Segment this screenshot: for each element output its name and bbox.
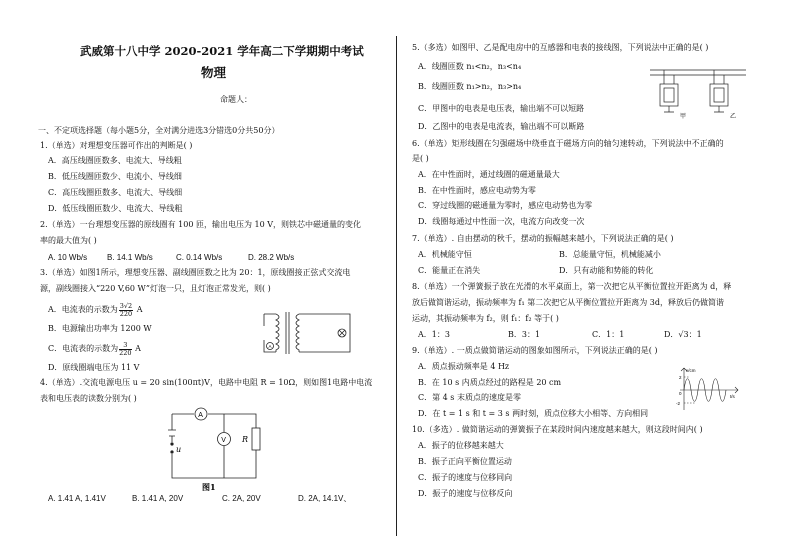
q3-stem-line2: 源，副线圈接入“220 V,60 W”灯泡一只，且灯泡正常发光，则( )	[40, 284, 271, 293]
q3-option-a-fraction: $\frac{3√2}{220}$	[119, 301, 133, 318]
q6-option-b: B．在中性面时，感应电动势为零	[418, 186, 536, 195]
q1-option-a: A．高压线圈匝数多、电流大、导线粗	[48, 156, 182, 165]
section-heading: 一、不定项选择题（每小题5分，全对满分进选3分错选0分共50分）	[38, 126, 280, 135]
q5-label-jia: 甲	[680, 113, 687, 120]
q9-origin-label: 0	[679, 391, 682, 396]
q4-option-d: D. 2A, 14.1V、	[298, 494, 352, 503]
exam-title: 武威第十八中学 2020-2021 学年高二下学期期中考试	[80, 44, 364, 58]
q1-stem: 1.（单选）对理想变压器可作出的判断是( )	[40, 141, 193, 150]
q1-option-d: D．低压线圈匝数少、电流大、导线粗	[48, 204, 183, 213]
q2-option-d: D. 28.2 Wb/s	[248, 253, 295, 262]
column-divider	[396, 36, 397, 536]
q4-option-a: A. 1.41 A, 1.41V	[48, 494, 106, 503]
q8-stem-line1: 8.（单选）一个弹簧振子放在光滑的水平桌面上，第一次把它从平衡位置拉开距离为 d，释	[412, 282, 732, 291]
q4-source-label: u	[176, 445, 182, 454]
q3-stem-line1: 3.（单选）如图1所示，理想变压器、副线圈匝数之比为 20：1，原线圈接正弦式交流电	[40, 268, 351, 277]
q5-stem: 5.（多选）如图甲、乙是配电房中的互感器和电表的接线图，下列说法中正确的是( )	[412, 43, 709, 52]
q7-option-c: C．能量正在消失	[418, 266, 481, 275]
q9-oscillation-graph	[676, 366, 742, 414]
q9-y-max-label: 2	[679, 375, 682, 380]
q9-option-a: A．质点振动频率是 4 Hz	[418, 362, 510, 371]
q8-option-a: A．1：3	[418, 330, 450, 339]
q9-y-min-label: -2	[676, 401, 681, 406]
q5-option-b: B．线圈匝数 n₁>n₂，n₃>n₄	[418, 82, 522, 91]
q8-stem-line2: 放后做简谐运动，振动频率为 f₁ 第二次把它从平衡位置拉开距离为 3d，释放后仍做简谐	[412, 298, 725, 307]
q2-stem-line1: 2.（单选）一台理想变压器的原线圈有 100 匝，输出电压为 10 V，则铁芯中磁通量的变化	[40, 220, 362, 229]
q3-option-b: B．电源输出功率为 1200 W	[48, 324, 152, 333]
q4-ammeter-label: A	[198, 411, 203, 419]
q4-stem-line1: 4.（单选）.交流电源电压 u = 20 sin(100πt)V，电路中电阻 R = 10Ω，则如图1电路中电流	[40, 378, 373, 387]
q3-option-c: C．电流表的示数为 $\frac{3}{220}$ A	[48, 340, 141, 357]
q4-resistor-label: R	[242, 435, 249, 444]
q5-option-d: D．乙图中的电表是电流表，输出端不可以断路	[418, 122, 585, 131]
q1-option-b: B．低压线圈匝数少、电流小、导线细	[48, 172, 182, 181]
q3-option-d: D．原线圈端电压为 11 V	[48, 363, 140, 372]
q10-option-a: A．振子的位移越来越大	[418, 441, 504, 450]
q3-ammeter-label: A	[268, 344, 272, 349]
q4-figure-caption: 图1	[202, 482, 216, 492]
q5-option-a: A．线圈匝数 n₁<n₂，n₃<n₄	[418, 62, 522, 71]
q7-option-a: A．机械能守恒	[418, 250, 472, 259]
q8-option-d: D．√3：1	[664, 330, 702, 339]
q3-transformer-figure	[258, 308, 358, 358]
q2-option-b: B. 14.1 Wb/s	[107, 253, 153, 262]
q6-option-a: A．在中性面时，通过线圈的磁通量最大	[418, 170, 560, 179]
q7-stem: 7.（单选）. 自由摆动的秋千，摆动的振幅越来越小，下列说法正确的是( )	[412, 234, 674, 243]
q8-option-b: B．3：1	[508, 330, 541, 339]
q3-option-c-fraction: $\frac{3}{220}$	[119, 340, 132, 357]
q5-transformer-figure	[648, 64, 748, 120]
author-label: 命题人：	[220, 95, 252, 104]
q10-option-d: D．振子的速度与位移反向	[418, 489, 513, 498]
q3-option-a: A．电流表的示数为 $\frac{3√2}{220}$ A	[48, 301, 143, 318]
q4-option-c: C. 2A, 20V	[222, 494, 261, 503]
q9-y-axis-label: x/cm	[686, 368, 696, 373]
q9-stem: 9.（单选）. 一质点做简谐运动的图象如图所示，下列说法正确的是( )	[412, 346, 658, 355]
q6-stem-line1: 6.（单选）矩形线圈在匀强磁场中绕垂直于磁场方向的轴匀速转动，下列说法中不正确的	[412, 139, 724, 148]
q6-option-d: D．线圈每通过中性面一次，电流方向改变一次	[418, 217, 585, 226]
q10-stem: 10.（多选）. 做简谐运动的弹簧振子在某段时间内速度越来越大，则这段时间内( )	[412, 425, 703, 434]
q9-option-b: B．在 10 s 内质点经过的路程是 20 cm	[418, 378, 562, 387]
q4-option-b: B. 1.41 A, 20V	[132, 494, 184, 503]
subject-title: 物理	[201, 65, 227, 80]
q9-option-d: D．在 t = 1 s 和 t = 3 s 两时刻，质点位移大小相等、方向相同	[418, 409, 649, 418]
q10-option-b: B．振子正向平衡位置运动	[418, 457, 512, 466]
q4-circuit-figure	[160, 406, 272, 492]
q6-option-c: C．穿过线圈的磁通量为零时，感应电动势也为零	[418, 201, 593, 210]
q10-option-c: C．振子的速度与位移同向	[418, 473, 513, 482]
q2-option-c: C. 0.14 Wb/s	[176, 253, 223, 262]
q8-stem-line3: 运动，其振动频率为 f₂，则 f₁：f₂ 等于( )	[412, 314, 559, 323]
q4-voltmeter-label: V	[221, 437, 226, 444]
q6-stem-line2: 是( )	[412, 154, 429, 163]
q7-option-b: B．总能量守恒，机械能减小	[559, 250, 661, 259]
q8-option-c: C．1：1	[592, 330, 625, 339]
q9-x-axis-label: t/s	[730, 394, 735, 399]
q7-option-d: D．只有动能和势能的转化	[559, 266, 654, 275]
q5-option-c: C．甲图中的电表是电压表，输出端不可以短路	[418, 104, 585, 113]
q1-option-c: C．高压线圈匝数多、电流大、导线细	[48, 188, 183, 197]
q9-option-c: C．第 4 s 末质点的速度是零	[418, 393, 521, 402]
q2-option-a: A. 10 Wb/s	[48, 253, 88, 262]
q5-label-yi: 乙	[730, 113, 737, 120]
q4-stem-line2: 表和电压表的读数分别为( )	[40, 394, 137, 403]
q2-stem-line2: 率的最大值为( )	[40, 236, 97, 245]
